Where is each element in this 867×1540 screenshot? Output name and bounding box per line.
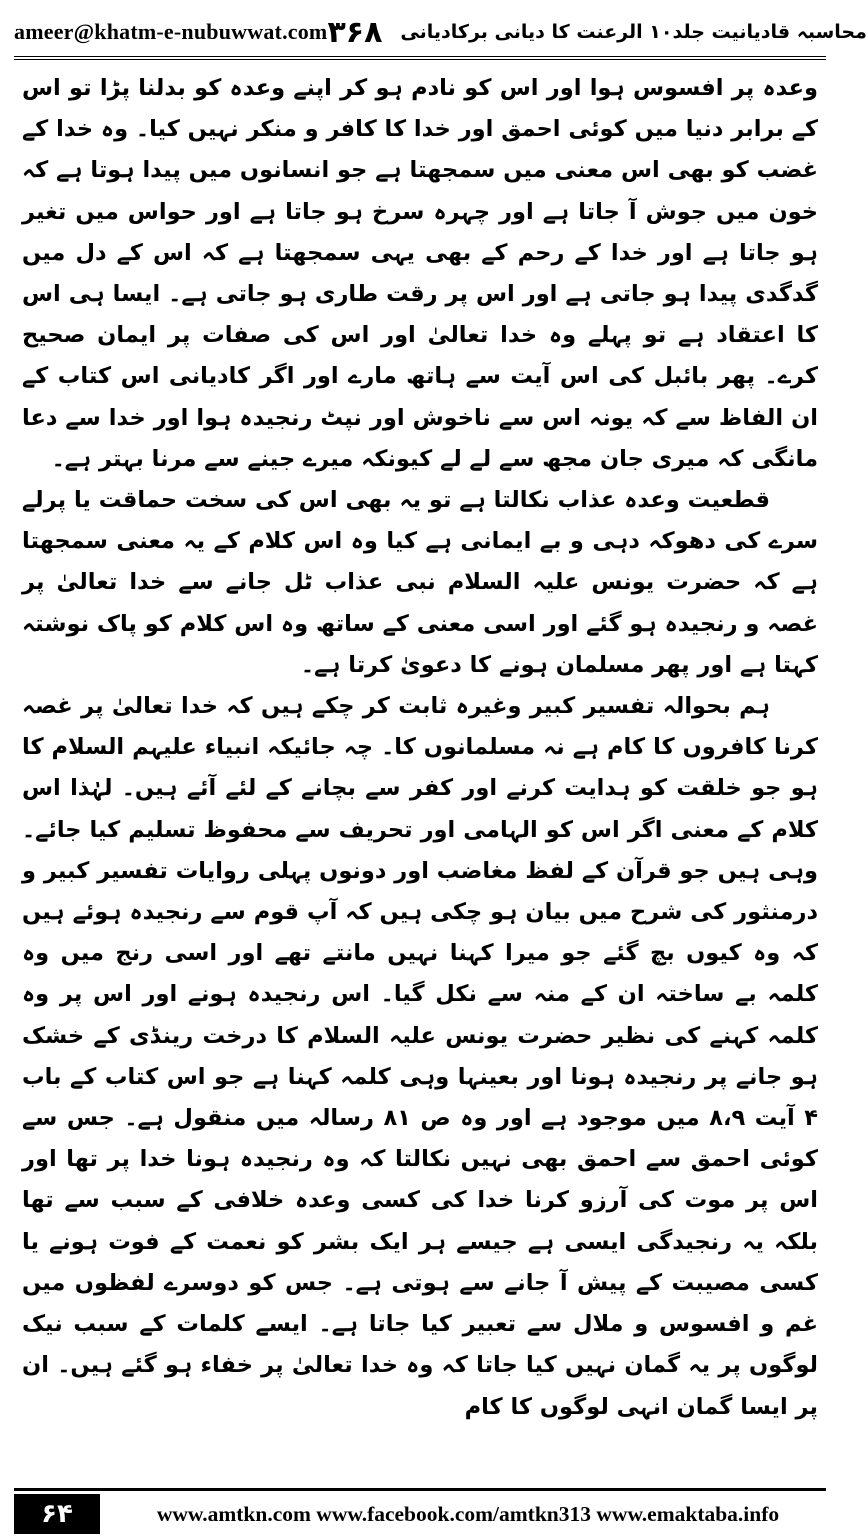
footer-page-number: ۶۴: [14, 1494, 100, 1534]
body-text: [22, 68, 818, 1428]
paragraph-2: قطعیت وعدہ عذاب نکالتا ہے تو یہ بھی اس کی سخت حماقت یا پرلے سرے کی دھوکہ دہی و بے ایمانی ہے کیا وہ اس کلام کے یہ معنی سمجھتا ہے کہ حضرت یونس علیہ السلام نبی عذاب ٹل جانے سے خدا تعالیٰ پر غصہ و رنجیدہ ہو گئے اور اسی معنی کے ساتھ وہ اس کلام کو پاک نوشتہ کہتا ہے اور پھر مسلمان ہونے کا دعویٰ کرتا ہے۔: [22, 487, 818, 678]
header-page-number: ۳۶۸: [327, 14, 383, 50]
paragraph-1: وعدہ پر افسوس ہوا اور اس کو نادم ہو کر اپنے وعدہ کو بدلنا پڑا تو اس کے برابر دنیا میں کوئی احمق اور خدا کا کافر و منکر نہیں کیا۔ وہ خدا کے غضب کو بھی اس معنی میں سمجھتا ہے جو انسانوں میں پیدا ہوتا ہے کہ خون میں جوش آ جاتا ہے اور چہرہ سرخ ہو جاتا ہے اور حواس میں تغیر ہو جاتا ہے اور خدا کے رحم کے بھی یہی سمجھتا ہے کہ اس کے دل میں گدگدی پیدا ہو جاتی ہے اور اس پر رقت طاری ہو جاتی ہے۔ ایسا ہی اس کا اعتقاد ہے تو پہلے وہ خدا تعالیٰ اور اس کی صفات پر ایمان صحیح کرے۔ پھر بائبل کی اس آیت سے ہاتھ مارے اور اگر کادیانی اس کتاب کے ان الفاظ سے کہ یونہ اس سے ناخوش اور نپٹ رنجیدہ ہوا اور خدا سے دعا مانگی کہ میری جان مجھ سے لے لے کیونکہ میرے جینے سے مرنا بہتر ہے۔: [22, 75, 818, 472]
header-email[interactable]: ameer@khatm-e-nubuwwat.com: [14, 19, 328, 44]
footer-links[interactable]: www.amtkn.com www.facebook.com/amtkn313 www.emaktaba.info: [156, 1502, 780, 1526]
paragraph-3: ہم بحوالہ تفسیر کبیر وغیرہ ثابت کر چکے ہیں کہ خدا تعالیٰ پر غصہ کرنا کافروں کا کام ہے نہ مسلمانوں کا۔ چہ جائیکہ انبیاء علیہم السلام کا ہو جو خلقت کو ہدایت کرنے اور کفر سے بچانے کے لئے آئے ہیں۔ لہٰذا اس کلام کے معنی اگر اس کو الہامی اور تحریف سے محفوظ تسلیم کیا جائے۔ وہی ہیں جو قرآن کے لفظ مغاضب اور دونوں پہلی روایات تفسیر کبیر و درمنثور کی شرح میں بیان ہو چکی ہیں کہ آپ قوم سے رنجیدہ ہوئے ہیں کہ وہ کیوں بچ گئے جو میرا کہنا نہیں مانتے تھے اور اسی رنج میں وہ کلمہ بے ساختہ ان کے منہ سے نکل گیا۔ اس رنجیدہ ہونے اور اس پر وہ کلمہ کہنے کی نظیر حضرت یونس علیہ السلام کا درخت رینڈی کے خشک ہو جانے پر رنجیدہ ہونا اور بعینہا وہی کلمہ کہنا ہے جو اس کتاب کے باب ۴ آیت ۸،۹ میں موجود ہے اور وہ ص ۸۱ رسالہ میں منقول ہے۔ جس سے کوئی احمق سے احمق بھی نہیں نکالتا کہ وہ رنجیدہ ہونا خدا پر تھا اور اس پر موت کی آرزو کرنا خدا کی کسی وعدہ خلافی کے سبب سے تھا بلکہ یہ رنجیدگی ایسی ہے جیسے ہر ایک بشر کو نعمت کے فوت ہونے یا کسی مصیبت کے پیش آ جانے سے ہوتی ہے۔ جس کو دوسرے لفظوں میں غم و افسوس و ملال سے تعبیر کیا جاتا ہے۔ ایسے کلمات کے سبب نیک لوگوں پر یہ گمان نہیں کیا جاتا کہ وہ خدا تعالیٰ پر خفاء ہو گئے ہیں۔ ان پر ایسا گمان انہی لوگوں کا کام: [22, 693, 818, 1420]
page-header: [14, 8, 867, 60]
page-footer: [0, 1488, 840, 1540]
footer-divider: [14, 1488, 826, 1491]
running-title: محاسبہ قادیانیت جلد۱۰ الرعنت کا دیانی برکادیانی: [400, 21, 867, 43]
header-right: [327, 15, 866, 50]
